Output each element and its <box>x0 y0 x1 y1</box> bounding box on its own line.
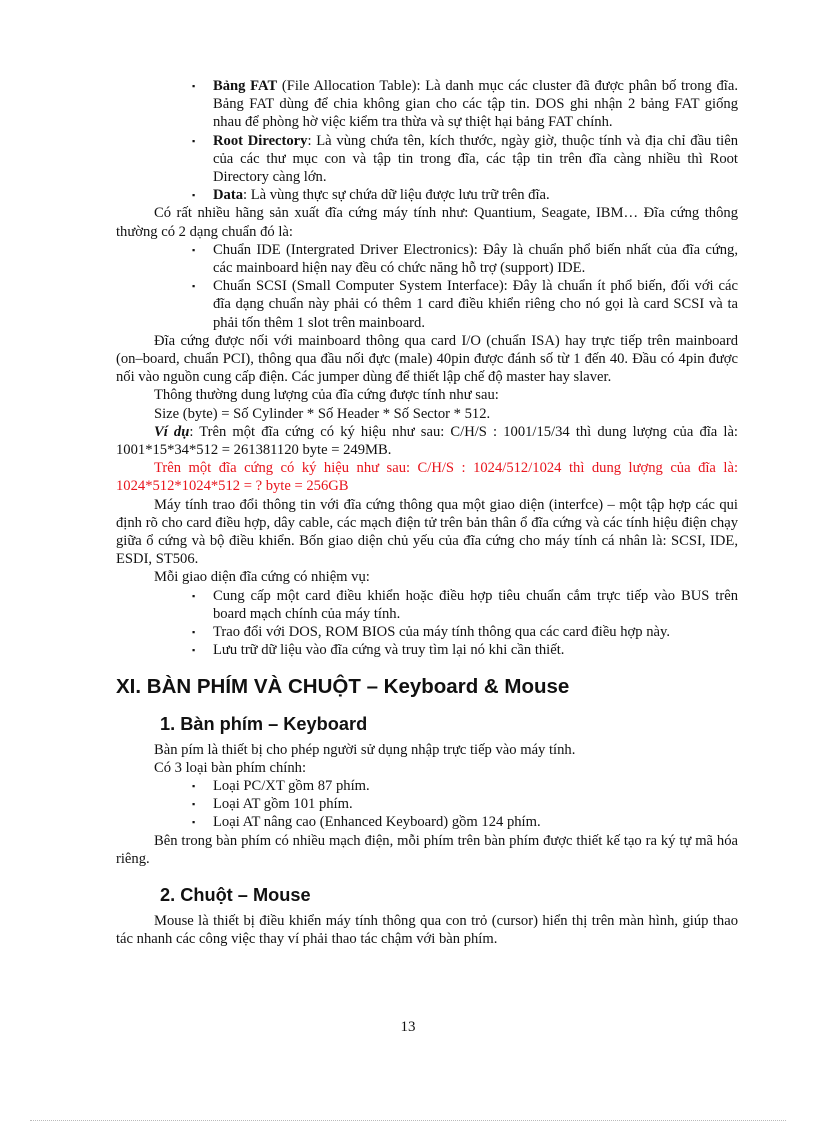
square-bullet-icon: ▪ <box>192 190 196 201</box>
list-item <box>116 813 738 831</box>
list-item <box>116 241 738 277</box>
list-item-text: (File Allocation Table): Là danh mục các cluster đã được phân bố trong đĩa. Bảng FAT dùng để chia không gian cho các tập tin. DOS ghi nhận 2 bảng FAT giống nhau để phòng hờ việc kiểm tra thừa và sự thiệt hại bảng FAT chính. <box>213 78 738 131</box>
keyboard-circuit-paragraph: Bên trong bàn phím có nhiều mạch điện, mỗi phím trên bàn phím được thiết kế tạo ra ký tự mã hóa riêng. <box>116 832 738 867</box>
mouse-subtitle: 2. Chuột – Mouse <box>160 884 311 905</box>
square-bullet-icon: ▪ <box>192 81 196 91</box>
square-bullet-icon: ▪ <box>192 780 196 791</box>
list-item <box>116 77 738 132</box>
square-bullet-icon: ▪ <box>192 590 196 601</box>
list-item-term: Data <box>213 187 243 204</box>
keyboard-subtitle: 1. Bàn phím – Keyboard <box>160 713 368 734</box>
tasks-list <box>116 587 738 660</box>
example-paragraph <box>116 423 738 459</box>
example-label: Ví dụ <box>154 423 190 440</box>
square-bullet-icon: ▪ <box>192 627 196 638</box>
list-item <box>116 277 738 332</box>
capacity-paragraph: Thông thường dung lượng của đĩa cứng được tính như sau: <box>154 387 499 404</box>
list-item <box>116 132 738 187</box>
red-example-paragraph: Trên một đĩa cứng có ký hiệu như sau: C/H/S : 1024/512/1024 thì dung lượng của đĩa là: 1024*512*1024*512 = ? byte = 256GB <box>116 460 738 495</box>
list-item <box>116 777 738 795</box>
list-item-text: Lưu trữ dữ liệu vào đĩa cứng và truy tìm lại nó khi cần thiết. <box>213 642 565 659</box>
square-bullet-icon: ▪ <box>192 645 196 656</box>
list-item <box>116 641 738 659</box>
page-content <box>116 77 738 948</box>
page-bottom-divider <box>30 1120 786 1121</box>
standards-list <box>116 241 738 332</box>
keyboard-types-intro: Có 3 loại bàn phím chính: <box>154 759 307 776</box>
list-item-text: : Là vùng chứa tên, kích thước, ngày giờ, thuộc tính và địa chỉ đầu tiên của các thư mục con và tập tin trong đĩa, các tập tin trên đĩa càng nhiều thì Root Directory càng lớn. <box>213 132 738 186</box>
list-item <box>116 186 738 204</box>
fat-structure-list <box>116 77 738 204</box>
square-bullet-icon: ▪ <box>192 817 196 828</box>
interface-paragraph: Máy tính trao đổi thông tin với đĩa cứng thông qua một giao diện (interfce) – một tập hợp các qui định rõ cho card điều hợp, dây cable, các mạch điện tử trên bản thân ổ đĩa cứng và các tính hiệu điện chạy giữa ổ cứng và bộ điều khiển. Bốn giao diện chủ yếu của đĩa cứng cho máy tính cá nhân là: SCSI, IDE, ESDI, ST506. <box>116 496 738 568</box>
connection-paragraph: Đĩa cứng được nối với mainboard thông qua card I/O (chuẩn ISA) hay trực tiếp trên mainboard (on–board, chuẩn PCI), thông qua đầu nối đực (male) 40pin được đánh số từ 1 đến 40. Đầu có 4pin được nối vào nguồn cung cấp điện. Các jumper dùng để thiết lập chế độ master hay slaver. <box>116 332 738 386</box>
list-item-text: Loại AT nâng cao (Enhanced Keyboard) gồm 124 phím. <box>213 814 541 831</box>
list-item-text: Loại AT gồm 101 phím. <box>213 796 353 813</box>
example-text: : Trên một đĩa cứng có ký hiệu như sau: C/H/S : 1001/15/34 thì dung lượng của đĩa là: 1001*15*34*512 = 261381120 byte = 249MB. <box>116 423 738 459</box>
square-bullet-icon: ▪ <box>192 799 196 810</box>
list-item <box>116 587 738 623</box>
list-item-text: : Là vùng thực sự chứa dữ liệu được lưu trữ trên đĩa. <box>243 187 550 204</box>
capacity-formula: Size (byte) = Số Cylinder * Số Header * Số Sector * 512. <box>154 405 491 422</box>
section-title: XI. BÀN PHÍM VÀ CHUỘT – Keyboard & Mouse <box>116 674 570 698</box>
manufacturers-paragraph: Có rất nhiều hãng sản xuất đĩa cứng máy tính như: Quantium, Seagate, IBM… Đĩa cứng thông thường có 2 dạng chuẩn đó là: <box>116 205 738 240</box>
keyboard-types-list <box>116 777 738 832</box>
keyboard-paragraph: Bàn pím là thiết bị cho phép người sử dụng nhập trực tiếp vào máy tính. <box>154 741 576 758</box>
list-item-term: Root Directory <box>213 132 308 149</box>
list-item-text: Trao đổi với DOS, ROM BIOS của máy tính thông qua các card điều hợp này. <box>213 624 670 641</box>
list-item <box>116 795 738 813</box>
mouse-paragraph: Mouse là thiết bị điều khiển máy tính thông qua con trỏ (cursor) hiển thị trên màn hình, giúp thao tác nhanh các công việc thay ví phải thao tác chậm với bàn phím. <box>116 912 738 948</box>
list-item-text: Loại PC/XT gồm 87 phím. <box>213 777 370 794</box>
square-bullet-icon: ▪ <box>192 244 196 255</box>
square-bullet-icon: ▪ <box>192 135 196 146</box>
page-number: 13 <box>400 1019 416 1035</box>
list-item-text: Cung cấp một card điều khiển hoặc điều hợp tiêu chuẩn cắm trực tiếp vào BUS trên board mạch chính của máy tính. <box>213 587 738 622</box>
list-item-text: Chuẩn SCSI (Small Computer System Interface): Đây là chuẩn ít phổ biến, đối với các đĩa dạng chuẩn này phải có thêm 1 card điều khiển riêng cho nó gọi là card SCSI và ta phải tốn thêm 1 slot trên mainboard. <box>213 278 738 331</box>
list-item <box>116 623 738 641</box>
tasks-intro: Mỗi giao diện đĩa cứng có nhiệm vụ: <box>154 569 370 586</box>
square-bullet-icon: ▪ <box>192 281 196 292</box>
list-item-text: Chuẩn IDE (Intergrated Driver Electronics): Đây là chuẩn phổ biến nhất của đĩa cứng, các mainboard hiện nay đều có chức năng hỗ trợ (support) IDE. <box>213 241 738 277</box>
list-item-term: Bảng FAT <box>213 78 278 94</box>
